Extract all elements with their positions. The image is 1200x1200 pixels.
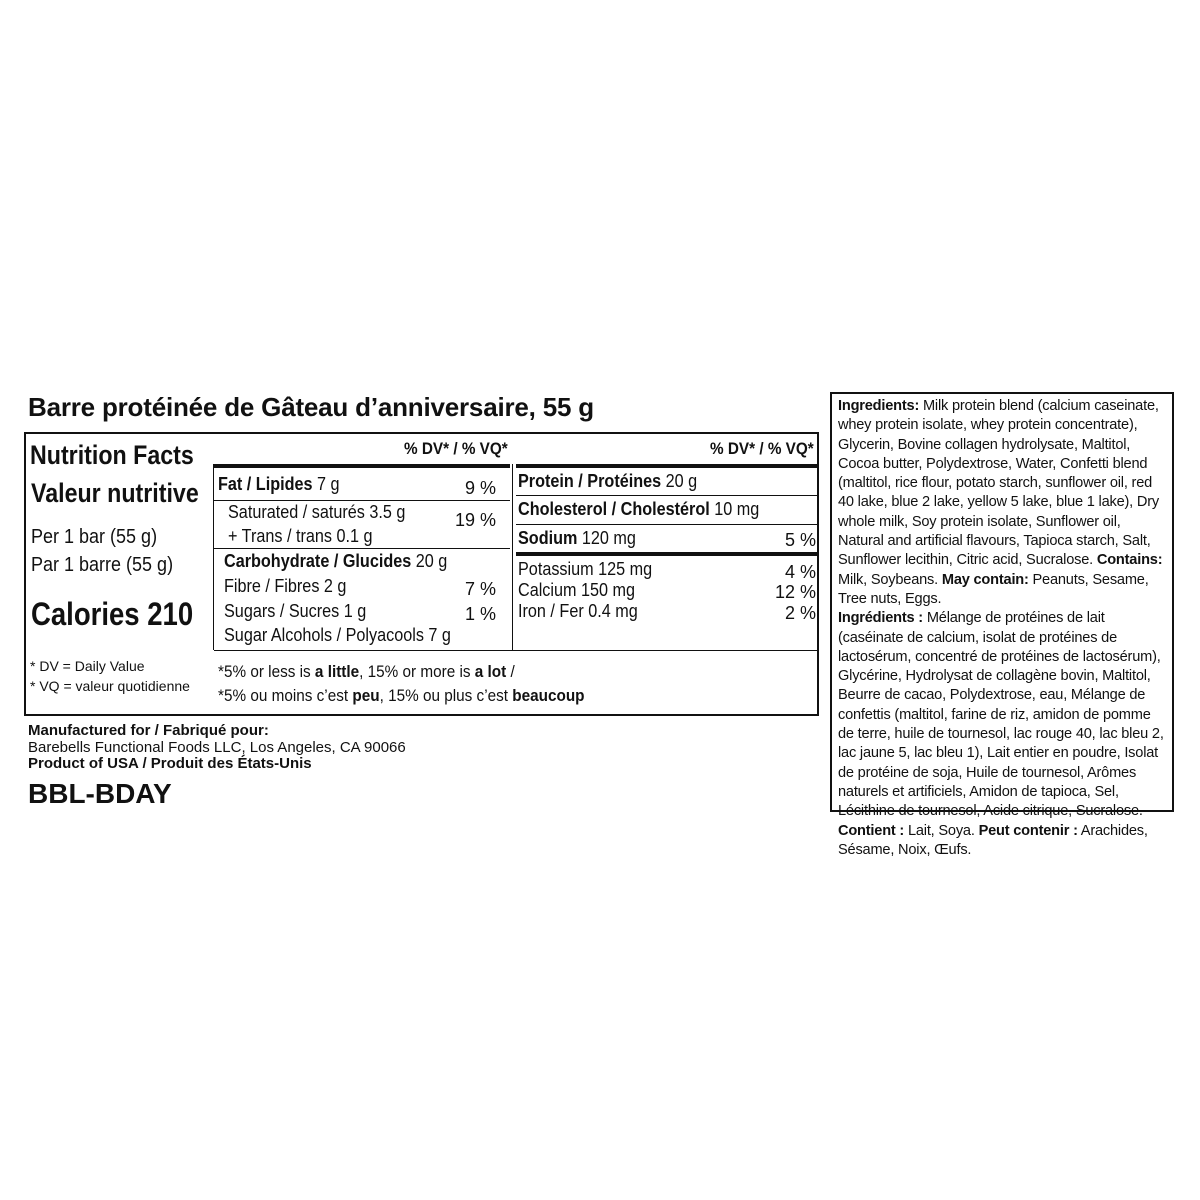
- dv-sodium: 5 %: [784, 530, 816, 550]
- row-rule: [516, 524, 817, 525]
- column-divider-left: [213, 464, 214, 650]
- dv-header-right: % DV* / % VQ*: [710, 439, 814, 458]
- row-rule: [214, 548, 510, 549]
- calories: Calories 210: [31, 596, 194, 632]
- footnote-rule: [214, 650, 819, 651]
- nutrient-cholesterol: Cholesterol / Cholestérol 10 mg: [518, 499, 760, 519]
- serving-size-fr: Par 1 barre (55 g): [31, 554, 174, 576]
- dv-note-en: * DV = Daily Value: [30, 658, 145, 674]
- ingredients-en: Ingredients: Milk protein blend (calcium caseinate, whey protein isolate, whey protein concentrate), Glycerin, Bovine collagen hydrolysate, Maltitol, Cocoa butter, Polydextrose, Water, Confetti blend (maltitol, rice flour, potato starch, sunflower oil, red 40 lake, blue 2 lake, yellow 5 lake, blue 1 lake), Dry whole milk, Soy protein isolate, Sunflower oil, Natural and artificial flavours, Tapioca starch, Salt, Sunflower lecithin, Citric acid, Sucralose. Contains: Milk, Soybeans. May contain: Peanuts, Sesame, Tree nuts, Eggs.: [838, 398, 1163, 607]
- dv-iron: 2 %: [784, 603, 816, 623]
- dv-potassium: 4 %: [784, 562, 816, 582]
- dv-fat: 9 %: [464, 478, 496, 498]
- nutrient-trans: + Trans / trans 0.1 g: [228, 526, 373, 546]
- dv-calcium: 12 %: [774, 582, 816, 602]
- nutrient-carbohydrate: Carbohydrate / Glucides 20 g: [224, 551, 448, 571]
- ingredients-panel: [830, 392, 1174, 858]
- product-origin: Product of USA / Produit des États-Unis: [28, 755, 312, 772]
- header-rule-right: [516, 464, 817, 468]
- nutrient-protein: Protein / Protéines 20 g: [518, 471, 698, 491]
- thick-rule-right: [516, 552, 817, 556]
- dv-saturated-trans: 19 %: [454, 510, 496, 530]
- column-divider-mid: [512, 464, 513, 650]
- dv-fibre: 7 %: [464, 579, 496, 599]
- dv-note-fr: * VQ = valeur quotidienne: [30, 678, 190, 694]
- footnote-fr: *5% ou moins c’est peu, 15% ou plus c’est beaucoup: [218, 686, 585, 705]
- row-rule: [516, 495, 817, 496]
- product-code: BBL-BDAY: [28, 778, 172, 809]
- nutrition-facts-panel: [24, 432, 819, 716]
- nutrient-fibre: Fibre / Fibres 2 g: [224, 576, 347, 596]
- footnote-en: *5% or less is a little, 15% or more is a lot /: [218, 662, 515, 681]
- dv-sugars: 1 %: [464, 604, 496, 624]
- serving-size-en: Per 1 bar (55 g): [31, 526, 158, 548]
- product-title: Barre protéinée de Gâteau d’anniversaire, 55 g: [28, 392, 594, 422]
- ingredients-fr: Ingrédients : Mélange de protéines de lait (caséinate de calcium, isolat de protéines de lactosérum, concentré de protéines de lactosérum), Glycérine, Hydrolysat de collagène bovin, Maltitol, Beurre de cacao, Polydextrose, eau, Mélange de confettis (maltitol, farine de riz, amidon de pomme de terre, huile de tournesol, lac rouge 40, lac bleu 2, lac jaune 5, lac bleu 1), Lait entier en poudre, Isolat de protéine de soja, Huile de tournesol, Arômes naturels et artificiels, Amidon de tapioca, Sel, Lécithine de tournesol, Acide citrique, Sucralose. Contient : Lait, Soya. Peut contenir : Arachides, Sésame, Noix, Œufs.: [838, 610, 1164, 858]
- nutrient-fat: Fat / Lipides 7 g: [218, 474, 340, 494]
- nutrient-saturated: Saturated / saturés 3.5 g: [228, 502, 406, 522]
- manufacturer-heading: Manufactured for / Fabriqué pour:: [28, 722, 269, 739]
- manufacturer-address: Barebells Functional Foods LLC, Los Angeles, CA 90066: [28, 739, 406, 756]
- nutrient-iron: Iron / Fer 0.4 mg: [518, 601, 638, 621]
- row-rule: [214, 500, 510, 501]
- nutrient-sodium: Sodium 120 mg: [518, 528, 636, 548]
- dv-header-left: % DV* / % VQ*: [404, 439, 508, 458]
- nutrient-calcium: Calcium 150 mg: [518, 580, 636, 600]
- nutrient-sugar-alcohols: Sugar Alcohols / Polyacools 7 g: [224, 625, 451, 645]
- header-rule-left: [214, 464, 510, 468]
- nutrition-heading-en: Nutrition Facts: [30, 440, 194, 470]
- nutrition-heading-fr: Valeur nutritive: [31, 478, 199, 508]
- nutrient-sugars: Sugars / Sucres 1 g: [224, 601, 367, 621]
- nutrient-potassium: Potassium 125 mg: [518, 559, 653, 579]
